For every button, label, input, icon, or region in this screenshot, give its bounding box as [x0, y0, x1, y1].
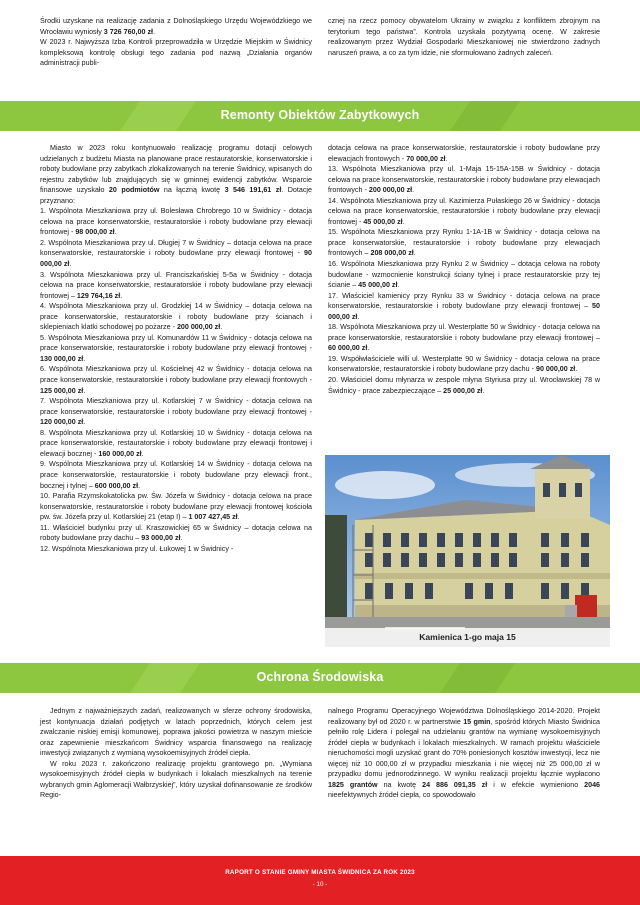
paragraph	[328, 322, 600, 354]
paragraph	[40, 333, 312, 365]
bold-amount: 208 000,00 zł	[370, 249, 414, 258]
text-run: 7. Wspólnota Mieszkaniowa przy ul. Kotlarskiej 7 w Świdnicy - dotacja celowa na prace konserwatorskie, restauratorskie i roboty budowlane przy elewacji frontowej -	[40, 397, 312, 416]
text-run: .	[367, 344, 370, 353]
intro-right-column	[328, 16, 600, 58]
paragraph	[40, 759, 312, 801]
paragraph	[40, 491, 312, 523]
paragraph	[40, 238, 312, 270]
bold-amount: 125 000,00 zł	[40, 386, 84, 395]
bold-amount: 600 000,00 zł	[94, 481, 139, 490]
bold-amount: 45 000,00 zł	[358, 281, 398, 290]
text-run: Jednym z najważniejszych zadań, realizowanych w sferze ochrony środowiska, jest kontynuacja działań podjętych w latach poprzednich, których celem jest zwalczanie niskiej emisji komunowej, poprawa jakości powietrza w naszym mieście oraz zapewnienie mieszkańcom Świdnicy wsparcia finansowego na realizację inwestycji związanych z wymianą wysokoemisyjnych źródeł ciepła.	[40, 707, 312, 758]
paragraph	[328, 164, 600, 196]
text-run: .	[69, 260, 72, 269]
bold-amount: 50 000,00 zł	[328, 302, 600, 321]
text-run: i w efekcie wymieniono	[487, 780, 585, 789]
text-run: 18. Wspólnota Mieszkaniowa przy ul. Westerplatte 50 w Świdnicy - dotacja celowa na prace konserwatorskie, restauratorskie i roboty budowlane przy elewacji frontowej –	[328, 323, 600, 342]
text-run: .	[445, 154, 448, 163]
text-run: .	[237, 513, 240, 522]
bold-amount: 93 000,00 zł	[141, 534, 181, 543]
environment-right-column	[328, 706, 600, 801]
bold-amount: 130 000,00 zł	[40, 354, 84, 363]
paragraph	[328, 354, 600, 375]
bold-amount: 1825 grantów	[328, 780, 378, 789]
text-run: 10. Parafia Rzymskokatolicka pw. Św. Józefa w Świdnicy - dotacja celowa na prace konserwatorskie, restauratorskie i roboty budowlane przy elewacji frontowej kościoła pw. św. Józefa przy ul. Kotlarskiej 21 (etap I) –	[40, 492, 312, 522]
text-run: . Dotacje przyznano:	[40, 186, 312, 205]
text-run: nalnego Programu Operacyjnego Województwa Dolnośląskiego 2014-2020. Projekt realizowany był od 2020 r. w partnerstwie	[328, 707, 600, 726]
bold-amount: 90 000,00 zł	[40, 249, 312, 269]
text-run: cznej na rzecz pomocy obywatelom Ukrainy w związku z konfliktem zbrojnym na terytorium tego państwa”. Kontrola uzyskała pozytywną ocenę. W zakresie realizowanym przez Wydział Gospodarki Mieszkaniowej nie stwierdzono żadnych naruszeń prawa, a co za tym idzie, nie sformułowano żadnych zaleceń.	[328, 17, 600, 57]
intro-left-column	[40, 16, 312, 69]
text-run: , spośród których Miasto Świdnica pełniło rolę Lidera i polegał na udzielaniu grantów na wymianę wysokoemisyjnych źródeł ciepła w budynkach i lokalach mieszkalnych. W ramach projektu właściciele nieruchomości mogli uzyskać grant do 70% poniesionych kosztów inwestycji, lecz nie więcej niż 10 000,00 zł w przypadku mieszkania i nie więcej niż 25 000,00 zł w przypadku domu jednorodzinnego. W wyniku realizacji projektu łącznie wypłacono	[328, 717, 600, 779]
paragraph	[40, 301, 312, 333]
text-run: .	[114, 228, 117, 237]
text-run: .	[120, 291, 123, 300]
text-run: 19. Współwłaściciele willi ul. Westerplatte 90 w Świdnicy - dotacja celowa na prace konserwatorskie, restauratorskie i roboty budowlane przy dachu -	[328, 354, 600, 374]
text-run: .	[83, 354, 86, 363]
text-run: 1. Wspólnota Mieszkaniowa przy ul. Bolesława Chrobrego 10 w Świdnicy - dotacja celowa na prace konserwatorskie, restauratorskie i roboty budowlane przy elewacji frontowej -	[40, 207, 312, 237]
paragraph	[328, 375, 600, 396]
text-run: .	[138, 481, 141, 490]
section-banner-environment	[0, 663, 640, 693]
paragraph	[328, 259, 600, 291]
text-run: 14. Wspólnota Mieszkaniowa przy ul. Kazimierza Pułaskiego 26 w Świdnicy - dotacja celowa na prace konserwatorskie, restauratorskie i roboty budowlane przy elewacji frontowej -	[328, 196, 600, 226]
bold-amount: 200 000,00 zł	[368, 186, 413, 195]
bold-amount: 160 000,00 zł	[98, 449, 142, 458]
bold-amount: 2046	[584, 780, 601, 789]
bold-amount: 120 000,00 zł	[40, 418, 84, 427]
paragraph	[40, 459, 312, 491]
building-photo	[325, 455, 610, 647]
paragraph	[40, 706, 312, 759]
section-title: Remonty Obiektów Zabytkowych	[220, 108, 420, 122]
photo-caption: Kamienica 1-go maja 15	[325, 628, 610, 647]
bold-amount: 20 podmiotów	[108, 186, 160, 195]
section-title: Ochrona Środowiska	[256, 670, 384, 684]
bold-amount: 3 546 191,61 zł	[224, 186, 282, 195]
text-run: 5. Wspólnota Mieszkaniowa przy ul. Komunardów 11 w Świdnicy - dotacja celowa na prace konserwatorskie, restauratorskie i roboty budowlane przy elewacji frontowej -	[40, 333, 312, 353]
text-run: .	[357, 312, 360, 321]
paragraph	[328, 196, 600, 228]
text-run: Środki uzyskane na realizację zadania z Dolnośląskiego Urzędu Wojewódzkiego we Wrocławiu wyniosły	[40, 17, 312, 36]
paragraph	[328, 143, 600, 164]
text-run: .	[83, 386, 86, 395]
text-run: 3. Wspólnota Mieszkaniowa przy ul. Franciszkańskiej 5-5a w Świdnicy - dotacja celowa na prace konserwatorskie, restauratorskie i roboty budowlane przy elewacji frontowej –	[40, 270, 312, 300]
paragraph	[328, 16, 600, 58]
text-run: .	[83, 418, 86, 427]
bold-amount: 90 000,00 zł	[535, 365, 576, 374]
bold-amount: 3 726 760,00 zł	[103, 27, 153, 36]
text-run: .	[220, 323, 223, 332]
text-run: 8. Wspólnota Mieszkaniowa przy ul. Kotlarskiej 10 w Świdnicy - dotacja celowa na prace konserwatorskie, restauratorskie i roboty budowlane przy elewacji frontowej i elewacji bocznej -	[40, 428, 312, 458]
text-run: .	[397, 281, 400, 290]
monuments-right-column	[328, 143, 600, 396]
text-run: .	[482, 386, 485, 395]
bold-amount: 129 764,16 zł	[76, 291, 121, 300]
text-run: .	[141, 449, 144, 458]
paragraph	[328, 291, 600, 323]
section-banner-monuments	[0, 101, 640, 131]
text-run: na kwotę	[377, 780, 423, 789]
paragraph	[40, 428, 312, 460]
page-number: - 10 -	[312, 881, 328, 888]
text-run: 9. Wspólnota Mieszkaniowa przy ul. Kotlarskiej 14 w Świdnicy - dotacja celowa na prace konserwatorskie, restauratorskie i roboty budowlane przy elewacji front., bocznej i tylnej –	[40, 460, 312, 490]
text-run: W roku 2023 r. zakończono realizację projektu grantowego pn. „Wymiana wysokoemisyjnych źródeł ciepła w budynkach i lokalach mieszkalnych na terenie wybranych gmin Aglomeracji Wałbrzyskiej”, który uzyskał dofinansowanie ze środków Regio-	[40, 759, 312, 800]
text-run: W 2023 r. Najwyższa Izba Kontroli przeprowadziła w Urzędzie Miejskim w Świdnicy kompleksową kontrolę obsługi tego zadania pod nazwą „Działania organów administracji publi-	[40, 38, 312, 68]
bold-amount: 60 000,00 zł	[328, 344, 368, 353]
bold-amount: 1 007 427,45 zł	[188, 513, 238, 522]
footer-bar	[0, 856, 640, 905]
text-run: 2. Wspólnota Mieszkaniowa przy ul. Długiej 7 w Świdnicy – dotacja celowa na prace konserwatorskie, restauratorskie i roboty budowlane przy elewacji frontowej -	[40, 238, 312, 258]
paragraph	[40, 206, 312, 238]
text-run: na łączną kwotę	[159, 186, 225, 195]
bold-amount: 200 000,00 zł	[176, 323, 221, 332]
text-run: nieefektywnych źródeł ciepła, co spowodowało	[328, 791, 476, 800]
text-run: 12. Wspólnota Mieszkaniowa przy ul. Łukowej 1 w Świdnicy -	[40, 544, 234, 553]
text-run: .	[575, 365, 578, 374]
paragraph	[40, 16, 312, 37]
text-run: 13. Wspólnota Mieszkaniowa przy ul. 1-Maja 15-15A-15B w Świdnicy - dotacja celowa na prace konserwatorskie, restauratorskie i roboty budowlane przy elewacjach frontowych -	[328, 165, 600, 195]
text-run: 6. Wspólnota Mieszkaniowa przy ul. Kościelnej 42 w Świdnicy - dotacja celowa na prace konserwatorskie, restauratorskie i roboty budowlane przy elewacji frontowych -	[40, 365, 312, 385]
text-run: 15. Wspólnota Mieszkaniowa przy Rynku 1-1A-1B w Świdnicy - dotacja celowa na prace konserwatorskie, restauratorskie i roboty budowlane przy elewacjach frontowych –	[328, 228, 600, 258]
text-run: .	[180, 534, 183, 543]
paragraph	[40, 544, 312, 555]
bold-amount: 24 886 091,35 zł	[422, 780, 488, 789]
text-run: 16. Wspólnota Mieszkaniowa przy Rynku 2 w Świdnicy – dotacja celowa na roboty budowlane - wzmocnienie konstrukcji ściany tylnej i prace restauratorskie przy tej ścianie –	[328, 260, 600, 290]
text-run: 20. Właściciel domu młynarza w zespole młyna Styriusa przy ul. Wrocławskiej 78 w Świdnicy - prace zabezpieczające –	[328, 376, 600, 395]
bold-amount: 70 000,00 zł	[406, 154, 446, 163]
paragraph	[40, 396, 312, 428]
bold-amount: 45 000,00 zł	[363, 217, 403, 226]
monuments-left-column	[40, 143, 312, 554]
paragraph	[40, 523, 312, 544]
text-run: Miasto w 2023 roku kontynuowało realizację programu dotacji celowych udzielanych z budżetu Miasta na planowane prace restauratorskie, konserwatorskie i roboty budowlane przy zabytkach zlokalizowanych na terenie Świdnicy, wpisanych do rejestru zabytków lub znajdujących się w gminnej ewidencji zabytków. Wsparcie finansowe uzyskało	[40, 144, 312, 195]
footer-report-title: RAPORT O STANIE GMINY MIASTA ŚWIDNICA ZA ROK 2023	[225, 869, 415, 876]
text-run: 11. Właściciel budynku przy ul. Kraszowickiej 65 w Świdnicy – dotacja celowa na roboty budowlane przy dachu –	[40, 523, 312, 543]
paragraph	[40, 364, 312, 396]
environment-left-column	[40, 706, 312, 801]
paragraph	[328, 706, 600, 801]
text-run: .	[412, 186, 415, 195]
paragraph	[40, 37, 312, 69]
text-run: dotacja celowa na prace konserwatorskie, restauratorskie i roboty budowlane przy elewacjach frontowych -	[328, 144, 600, 163]
text-run: 4. Wspólnota Mieszkaniowa przy ul. Grodzkiej 14 w Świdnicy – dotacja celowa na prace konserwatorskie, restauratorskie i roboty budowlane przy ścianach i sklepieniach klatki schodowej po pożarze -	[40, 302, 312, 332]
bold-amount: 98 000,00 zł	[75, 228, 115, 237]
text-run: .	[402, 217, 405, 226]
bold-amount: 15 gmin	[463, 717, 491, 726]
paragraph	[40, 270, 312, 302]
bold-amount: 25 000,00 zł	[443, 386, 483, 395]
paragraph	[40, 143, 312, 206]
paragraph	[328, 227, 600, 259]
text-run: .	[153, 27, 155, 36]
text-run: 17. Właściciel kamienicy przy Rynku 33 w Świdnicy - dotacja celowa na prace konserwatorskie, restauratorskie i roboty budowlane przy elewacji frontowej –	[328, 291, 600, 311]
text-run: .	[413, 249, 416, 258]
